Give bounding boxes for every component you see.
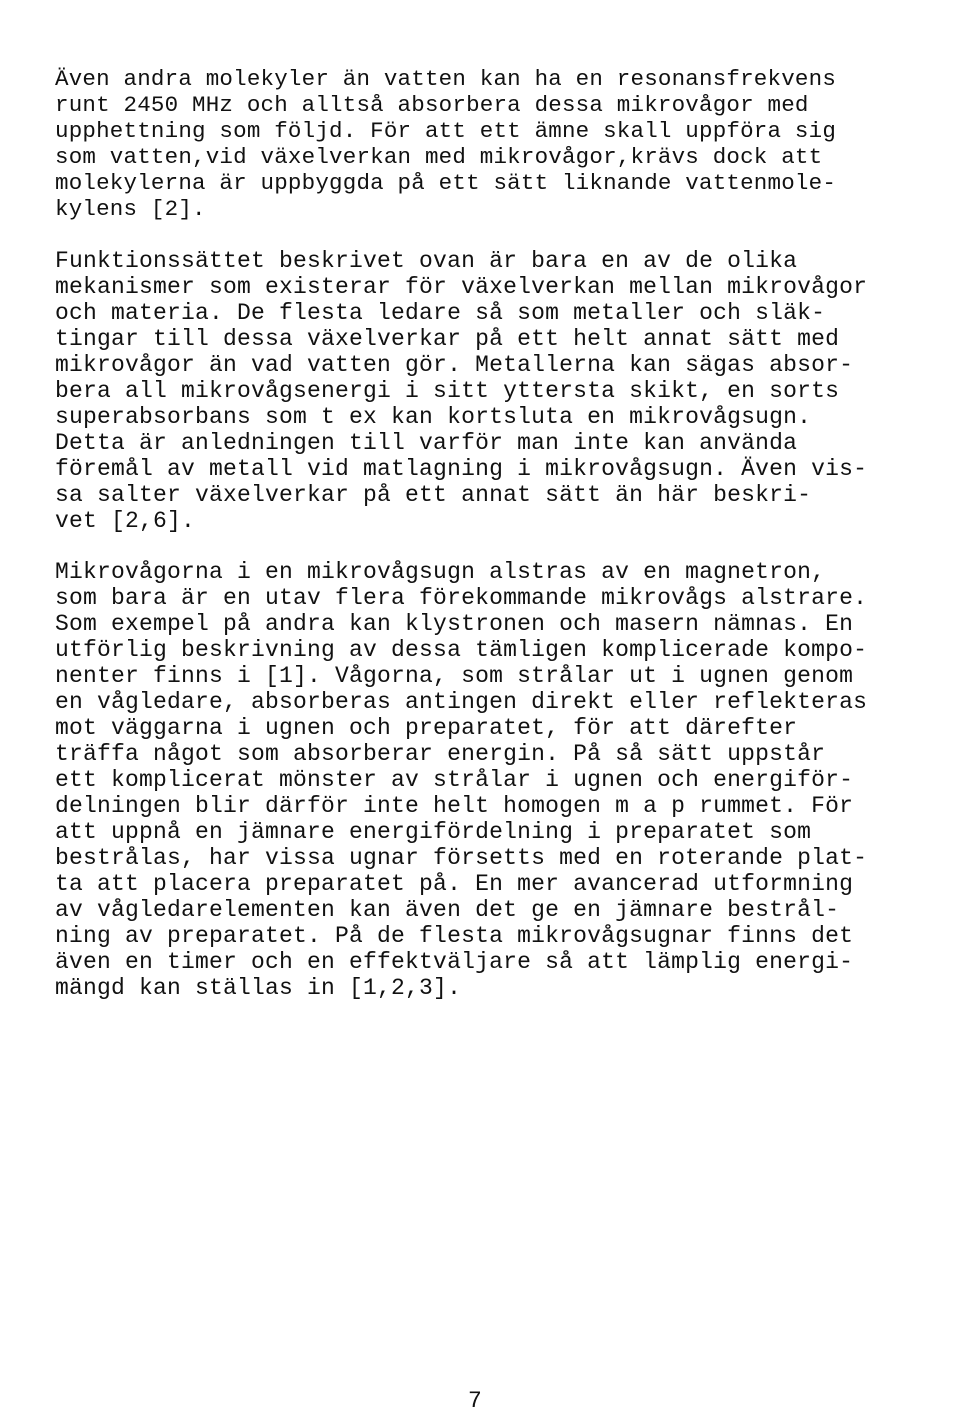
text-line: Detta är anledningen till varför man inte kan använda [55, 430, 798, 456]
text-line: som bara är en utav flera förekommande mikrovågs alstrare. [55, 585, 868, 611]
paragraph-1 [55, 66, 836, 222]
page-number: 7 [468, 1388, 482, 1414]
paragraph-2 [55, 248, 867, 534]
text-line: sa salter växelverkar på ett annat sätt än här beskri- [55, 482, 812, 508]
text-line: av vågledarelementen kan även det ge en jämnare bestrål- [55, 897, 840, 923]
text-line: och materia. De flesta ledare så som metaller och släk- [55, 300, 826, 326]
text-line: mot väggarna i ugnen och preparatet, för att därefter [55, 715, 798, 741]
text-line: att uppnå en jämnare energifördelning i preparatet som [55, 819, 812, 845]
text-line: bera all mikrovågsenergi i sitt yttersta skikt, en sorts [55, 378, 840, 404]
text-line: mängd kan ställas in [1,2,3]. [55, 975, 462, 1001]
text-line: upphettning som följd. För att ett ämne skall uppföra sig [55, 118, 837, 144]
text-line: även en timer och en effektväljare så att lämplig energi- [55, 949, 854, 975]
text-line: som vatten,vid växelverkan med mikrovågor,krävs dock att [55, 144, 823, 170]
text-line: Funktionssättet beskrivet ovan är bara en av de olika [55, 248, 798, 274]
text-line: mekanismer som existerar för växelverkan mellan mikrovågor [55, 274, 868, 300]
text-line: ta att placera preparatet på. En mer avancerad utformning [55, 871, 854, 897]
text-line: utförlig beskrivning av dessa tämligen komplicerade kompo- [55, 637, 868, 663]
text-line: nenter finns i [1]. Vågorna, som strålar ut i ugnen genom [55, 663, 854, 689]
text-line: Även andra molekyler än vatten kan ha en resonansfrekvens [55, 66, 837, 92]
text-line: vet [2,6]. [55, 508, 196, 534]
text-line: superabsorbans som t ex kan kortsluta en mikrovågsugn. [55, 404, 812, 430]
text-line: träffa något som absorberar energin. På så sätt uppstår [55, 741, 826, 767]
text-line: molekylerna är uppbyggda på ett sätt liknande vattenmole- [55, 170, 837, 196]
text-line: ett komplicerat mönster av strålar i ugnen och energiför- [55, 767, 854, 793]
text-line: kylens [2]. [55, 196, 206, 222]
text-line: delningen blir därför inte helt homogen m a p rummet. För [55, 793, 854, 819]
text-line: tingar till dessa växelverkar på ett helt annat sätt med [55, 326, 840, 352]
text-line: Mikrovågorna i en mikrovågsugn alstras av en magnetron, [55, 559, 826, 585]
text-line: en vågledare, absorberas antingen direkt eller reflekteras [55, 689, 868, 715]
text-line: föremål av metall vid matlagning i mikrovågsugn. Även vis- [55, 456, 868, 482]
text-line: ning av preparatet. På de flesta mikrovågsugnar finns det [55, 923, 854, 949]
text-line: Som exempel på andra kan klystronen och masern nämnas. En [55, 611, 854, 637]
text-line: bestrålas, har vissa ugnar försetts med en roterande plat- [55, 845, 868, 871]
paragraph-3 [55, 559, 867, 1001]
text-line: mikrovågor än vad vatten gör. Metallerna kan sägas absor- [55, 352, 854, 378]
text-line: runt 2450 MHz och alltså absorbera dessa mikrovågor med [55, 92, 809, 118]
